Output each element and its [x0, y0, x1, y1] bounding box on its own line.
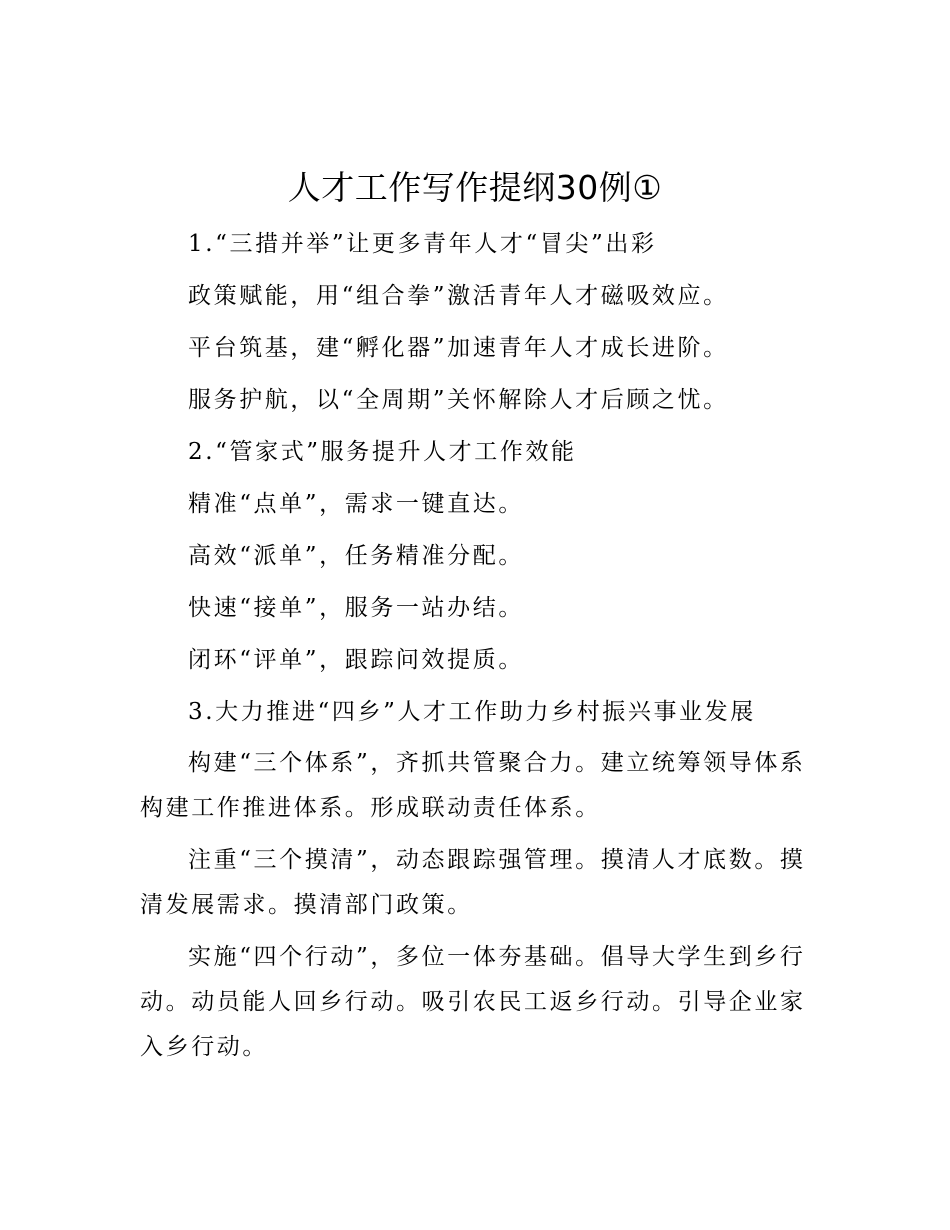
paragraph: 快速“接单”，服务一站办结。 — [188, 595, 524, 621]
document-body — [140, 218, 812, 1077]
paragraph: 平台筑基，建“孵化器”加速青年人才成长进阶。 — [188, 335, 729, 361]
paragraph: 实施“四个行动”，多位一体夯基础。倡导大学生到乡行动。动员能人回乡行动。吸引农民工返乡行动。引导企业家入乡行动。 — [140, 944, 806, 1060]
paragraph: 构建“三个体系”，齐抓共管聚合力。建立统筹领导体系构建工作推进体系。形成联动责任体系。 — [140, 750, 806, 821]
section-heading-2: 2.“管家式”服务提升人才工作效能 — [188, 439, 577, 465]
document-title: 人才工作写作提纲30例① — [287, 168, 663, 207]
paragraph: 高效“派单”，任务精准分配。 — [188, 543, 524, 569]
section-heading-3: 3.大力推进“四乡”人才工作助力乡村振兴事业发展 — [188, 699, 756, 725]
paragraph: 闭环“评单”，跟踪问效提质。 — [188, 647, 524, 673]
paragraph: 服务护航，以“全周期”关怀解除人才后顾之忧。 — [188, 387, 729, 413]
paragraph: 政策赋能，用“组合拳”激活青年人才磁吸效应。 — [188, 283, 729, 309]
section-heading-1: 1.“三措并举”让更多青年人才“冒尖”出彩 — [188, 231, 657, 257]
paragraph: 注重“三个摸清”，动态跟踪强管理。摸清人才底数。摸清发展需求。摸清部门政策。 — [140, 847, 806, 918]
paragraph: 精准“点单”，需求一键直达。 — [188, 491, 524, 517]
